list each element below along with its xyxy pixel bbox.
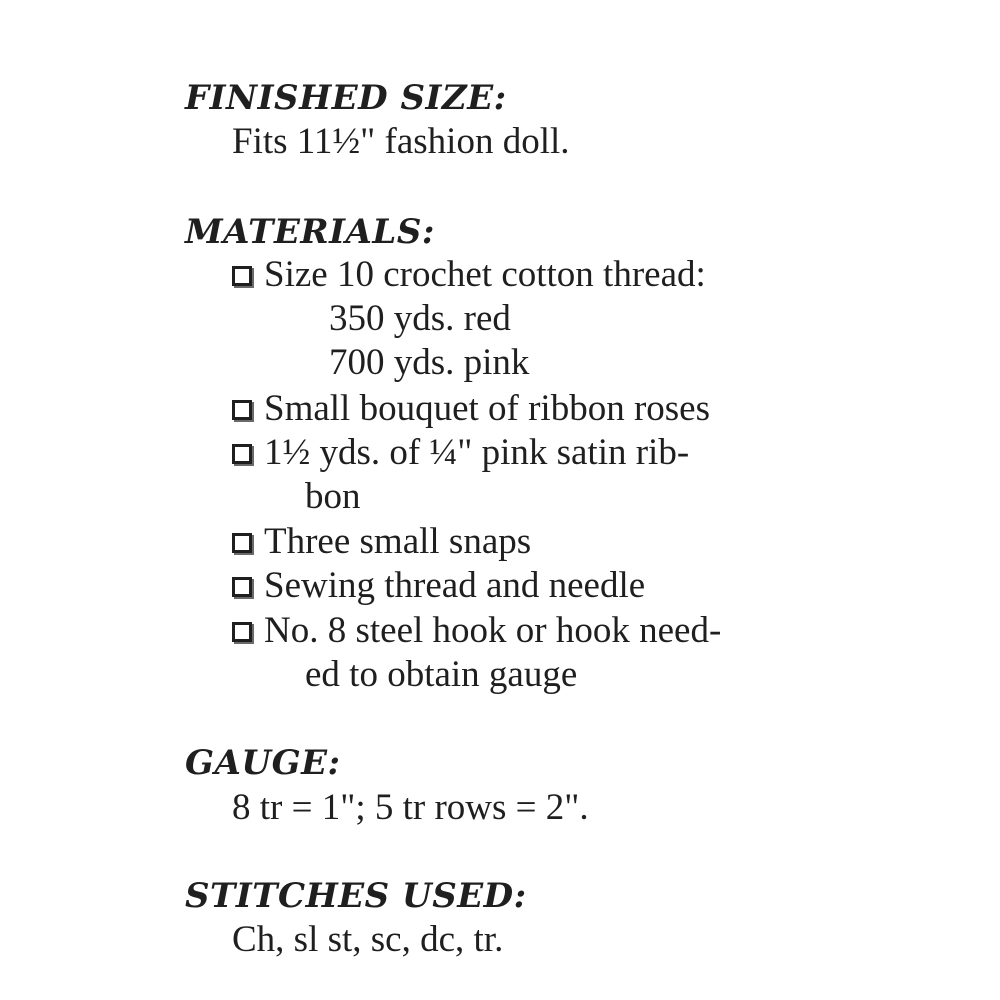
materials-heading: MATERIALS: <box>185 212 435 252</box>
stitches-used-text: Ch, sl st, sc, dc, tr. <box>232 919 504 960</box>
materials-subitem-red: 350 yds. red <box>329 298 511 339</box>
materials-item-thread <box>232 253 706 297</box>
gauge-heading: GAUGE: <box>185 743 341 783</box>
materials-subitem-pink: 700 yds. pink <box>329 342 530 383</box>
checkbox-icon[interactable] <box>232 577 252 597</box>
finished-size-text: Fits 11½" fashion doll. <box>232 121 570 162</box>
stitches-used-heading: STITCHES USED: <box>185 876 527 916</box>
materials-item-sewing-thread <box>232 564 645 608</box>
finished-size-heading: FINISHED SIZE: <box>185 78 507 118</box>
materials-item-ribbon-roses <box>232 387 710 431</box>
materials-item-continuation: bon <box>305 476 361 517</box>
checkbox-icon[interactable] <box>232 266 252 286</box>
materials-item-label: 1½ yds. of ¼" pink satin rib- <box>264 432 690 473</box>
materials-item-label: Small bouquet of ribbon roses <box>264 388 711 429</box>
materials-item-label: Three small snaps <box>264 521 532 562</box>
materials-item-label: Sewing thread and needle <box>264 565 646 606</box>
checkbox-icon[interactable] <box>232 533 252 553</box>
gauge-text: 8 tr = 1"; 5 tr rows = 2". <box>232 787 589 828</box>
materials-item-satin-ribbon <box>232 431 689 475</box>
checkbox-icon[interactable] <box>232 444 252 464</box>
materials-item-label: Size 10 crochet cotton thread: <box>264 254 706 295</box>
checkbox-icon[interactable] <box>232 400 252 420</box>
materials-item-hook <box>232 609 721 653</box>
materials-item-snaps <box>232 520 531 564</box>
materials-item-continuation: ed to obtain gauge <box>305 654 578 695</box>
materials-item-label: No. 8 steel hook or hook need- <box>264 610 722 651</box>
checkbox-icon[interactable] <box>232 622 252 642</box>
